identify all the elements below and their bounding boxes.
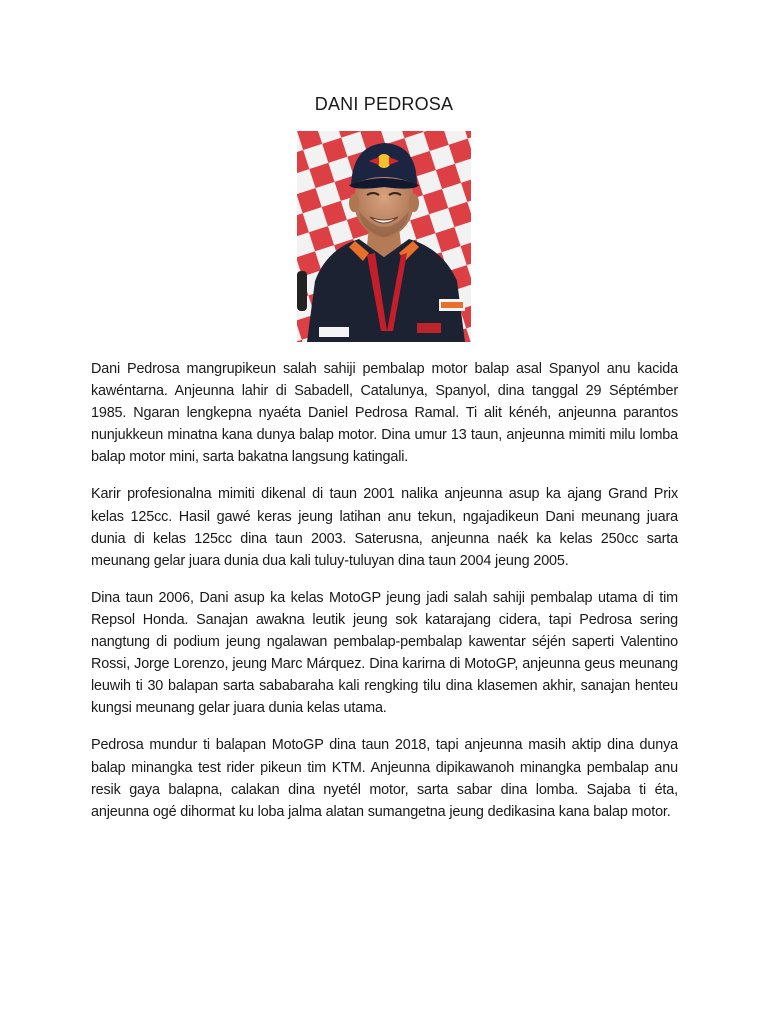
paragraph-1: Dani Pedrosa mangrupikeun salah sahiji pembalap motor balap asal Spanyol anu kacida kawéntarna. Anjeunna lahir di Sabadell, Catalunya, Spanyol, dina tanggal 29 Séptémber 1985. Ngaran lengkepna nyaéta Daniel Pedrosa Ramal. Ti alit kénéh, anjeunna parantos nunjukkeun minatna kana dunya balap motor. Dina umur 13 taun, anjeunna mimiti milu lomba balap motor mini, sarta bakatna langsung katingali. [91, 361, 678, 466]
paragraph-2: Karir profesionalna mimiti dikenal di taun 2001 nalika anjeunna asup ka ajang Grand Prix kelas 125cc. Hasil gawé keras jeung latihan anu tekun, ngajadikeun Dani meunang juara dunia di kelas 125cc dina taun 2003. Saterusna, anjeunna naék ka kelas 250cc sarta meunang gelar juara dunia dua kali tuluy-tuluyan dina taun 2004 jeung 2005. [91, 486, 678, 569]
paragraph-3: Dina taun 2006, Dani asup ka kelas MotoGP jeung jadi salah sahiji pembalap utama di tim Repsol Honda. Sanajan awakna leutik jeung sok katarajang cidera, tapi Pedrosa sering nangtung di podium jeung ngalawan pembalap-pembalap kawentar séjén saperti Valentino Rossi, Jorge Lorenzo, jeung Marc Márquez. Dina karirna di MotoGP, anjeunna geus meunang leuwih ti 30 balapan sarta sababaraha kali rengking tilu dina klasemen akhir, sanajan henteu kungsi meunang gelar juara dunia kelas utama. [91, 589, 678, 717]
page-title: DANI PEDROSA [314, 94, 454, 114]
portrait-photo [297, 131, 471, 342]
article-body [91, 358, 678, 838]
paragraph-4: Pedrosa mundur ti balapan MotoGP dina taun 2018, tapi anjeunna masih aktip dina dunya balap minangka test rider pikeun tim KTM. Anjeunna dipikawanoh minangka pembalap anu resik gaya balapna, calakan dina nyetél motor, sarta sabar dina lomba. Sajaba ti éta, anjeunna ogé dihormat ku loba jalma alatan sumangetna jeung dedikasina kana balap motor. [91, 737, 678, 820]
